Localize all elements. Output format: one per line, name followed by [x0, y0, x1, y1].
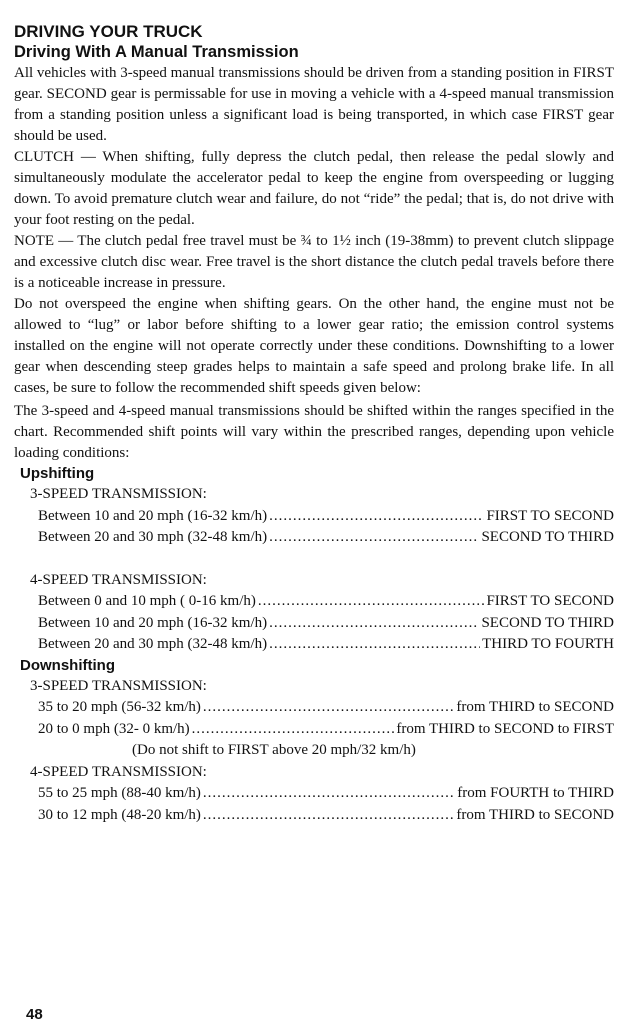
- leader-dots: [203, 697, 454, 719]
- shift-gears: FIRST TO SECOND: [486, 507, 614, 524]
- shift-range: Between 0 and 10 mph ( 0-16 km/h): [38, 593, 256, 609]
- shift-gears: SECOND TO THIRD: [481, 614, 614, 631]
- shift-range: Between 20 and 30 mph (32-48 km/h): [38, 636, 268, 652]
- upshifting-heading: Upshifting: [20, 465, 95, 482]
- shift-row: [38, 613, 614, 635]
- shift-row: [38, 697, 614, 719]
- shift-row: [38, 805, 614, 827]
- downshifting-heading: Downshifting: [20, 656, 115, 674]
- shift-row: [38, 591, 614, 613]
- shift-gears: FIRST TO SECOND: [486, 593, 614, 609]
- downshift-3speed-label: 3-SPEED TRANSMISSION:: [30, 677, 207, 694]
- shift-gears: from THIRD to SECOND to FIRST: [396, 720, 614, 737]
- shift-row: [38, 783, 614, 805]
- paragraph-standing-start: All vehicles with 3-speed manual transmissions should be driven from a standing position in FIRST gear. SECOND gear is permissable for use in moving a vehicle with a 4-speed manual transmission from a standing position unless a significant load is being transported, in which case FIRST gear should be used.: [14, 65, 614, 144]
- shift-row: [38, 527, 614, 549]
- paragraph-overspeed: Do not overspeed the engine when shifting gears. On the other hand, the engine must not be allowed to “lug” or labor before shifting to a lower gear ratio; the emission control systems installed on the engine will not operate correctly under these conditions. Downshifting to a lower gear when descending steep grades helps to maintain a safe speed and prolong brake life. In all cases, be sure to follow the recommended shift speeds given below:: [14, 296, 614, 396]
- leader-dots: [258, 591, 485, 613]
- leader-dots: [269, 634, 480, 656]
- leader-dots: [203, 783, 455, 805]
- leader-dots: [269, 613, 479, 635]
- paragraph-clutch: CLUTCH — When shifting, fully depress the clutch pedal, then release the pedal slowly and simultaneously modulate the accelerator pedal to keep the engine from overspeeding or lugging down. To avoid premature clutch wear and failure, do not “ride” the pedal; that is, do not drive with your foot resting on the pedal.: [14, 149, 614, 228]
- downshift-note: (Do not shift to FIRST above 20 mph/32 km/h): [132, 742, 416, 758]
- shift-gears: THIRD TO FOURTH: [482, 636, 614, 652]
- shift-gears: from FOURTH to THIRD: [457, 785, 614, 801]
- shift-range: 30 to 12 mph (48-20 km/h): [38, 806, 201, 823]
- shift-range: Between 10 and 20 mph (16-32 km/h): [38, 507, 268, 524]
- leader-dots: [192, 719, 395, 741]
- shift-row: [38, 719, 614, 741]
- paragraph-note-free-travel: NOTE — The clutch pedal free travel must be ¾ to 1½ inch (19-38mm) to prevent clutch slippage and excessive clutch disc wear. Free travel is the short distance the clutch pedal travels before there is a noticeable increase in pressure.: [14, 233, 614, 291]
- shift-gears: from THIRD to SECOND: [456, 699, 614, 715]
- leader-dots: [269, 506, 484, 528]
- leader-dots: [203, 805, 454, 827]
- downshifting-section: [14, 656, 614, 827]
- upshift-4speed-label: 4-SPEED TRANSMISSION:: [30, 571, 207, 588]
- shift-range: 35 to 20 mph (56-32 km/h): [38, 699, 201, 715]
- section-subtitle: Driving With A Manual Transmission: [14, 43, 299, 61]
- downshift-4speed-label: 4-SPEED TRANSMISSION:: [30, 763, 207, 780]
- spacer: [14, 549, 614, 570]
- shift-gears: SECOND TO THIRD: [481, 529, 614, 545]
- manual-page: [14, 22, 614, 826]
- upshift-3speed-label: 3-SPEED TRANSMISSION:: [30, 486, 207, 502]
- shift-range: 55 to 25 mph (88-40 km/h): [38, 785, 201, 801]
- shift-row: [38, 634, 614, 656]
- section-title: DRIVING YOUR TRUCK: [14, 22, 203, 41]
- shift-gears: from THIRD to SECOND: [456, 806, 614, 823]
- page-number: 48: [26, 1006, 43, 1023]
- shift-range: Between 10 and 20 mph (16-32 km/h): [38, 614, 268, 631]
- shift-range: Between 20 and 30 mph (32-48 km/h): [38, 529, 268, 545]
- shift-range: 20 to 0 mph (32- 0 km/h): [38, 720, 190, 737]
- leader-dots: [269, 527, 479, 549]
- shift-row: [38, 506, 614, 528]
- upshifting-section: [14, 464, 614, 656]
- paragraph-shift-ranges: The 3-speed and 4-speed manual transmissions should be shifted within the ranges specified in the chart. Recommended shift points will vary within the prescribed ranges, depending upon vehicle loading conditions:: [14, 403, 614, 461]
